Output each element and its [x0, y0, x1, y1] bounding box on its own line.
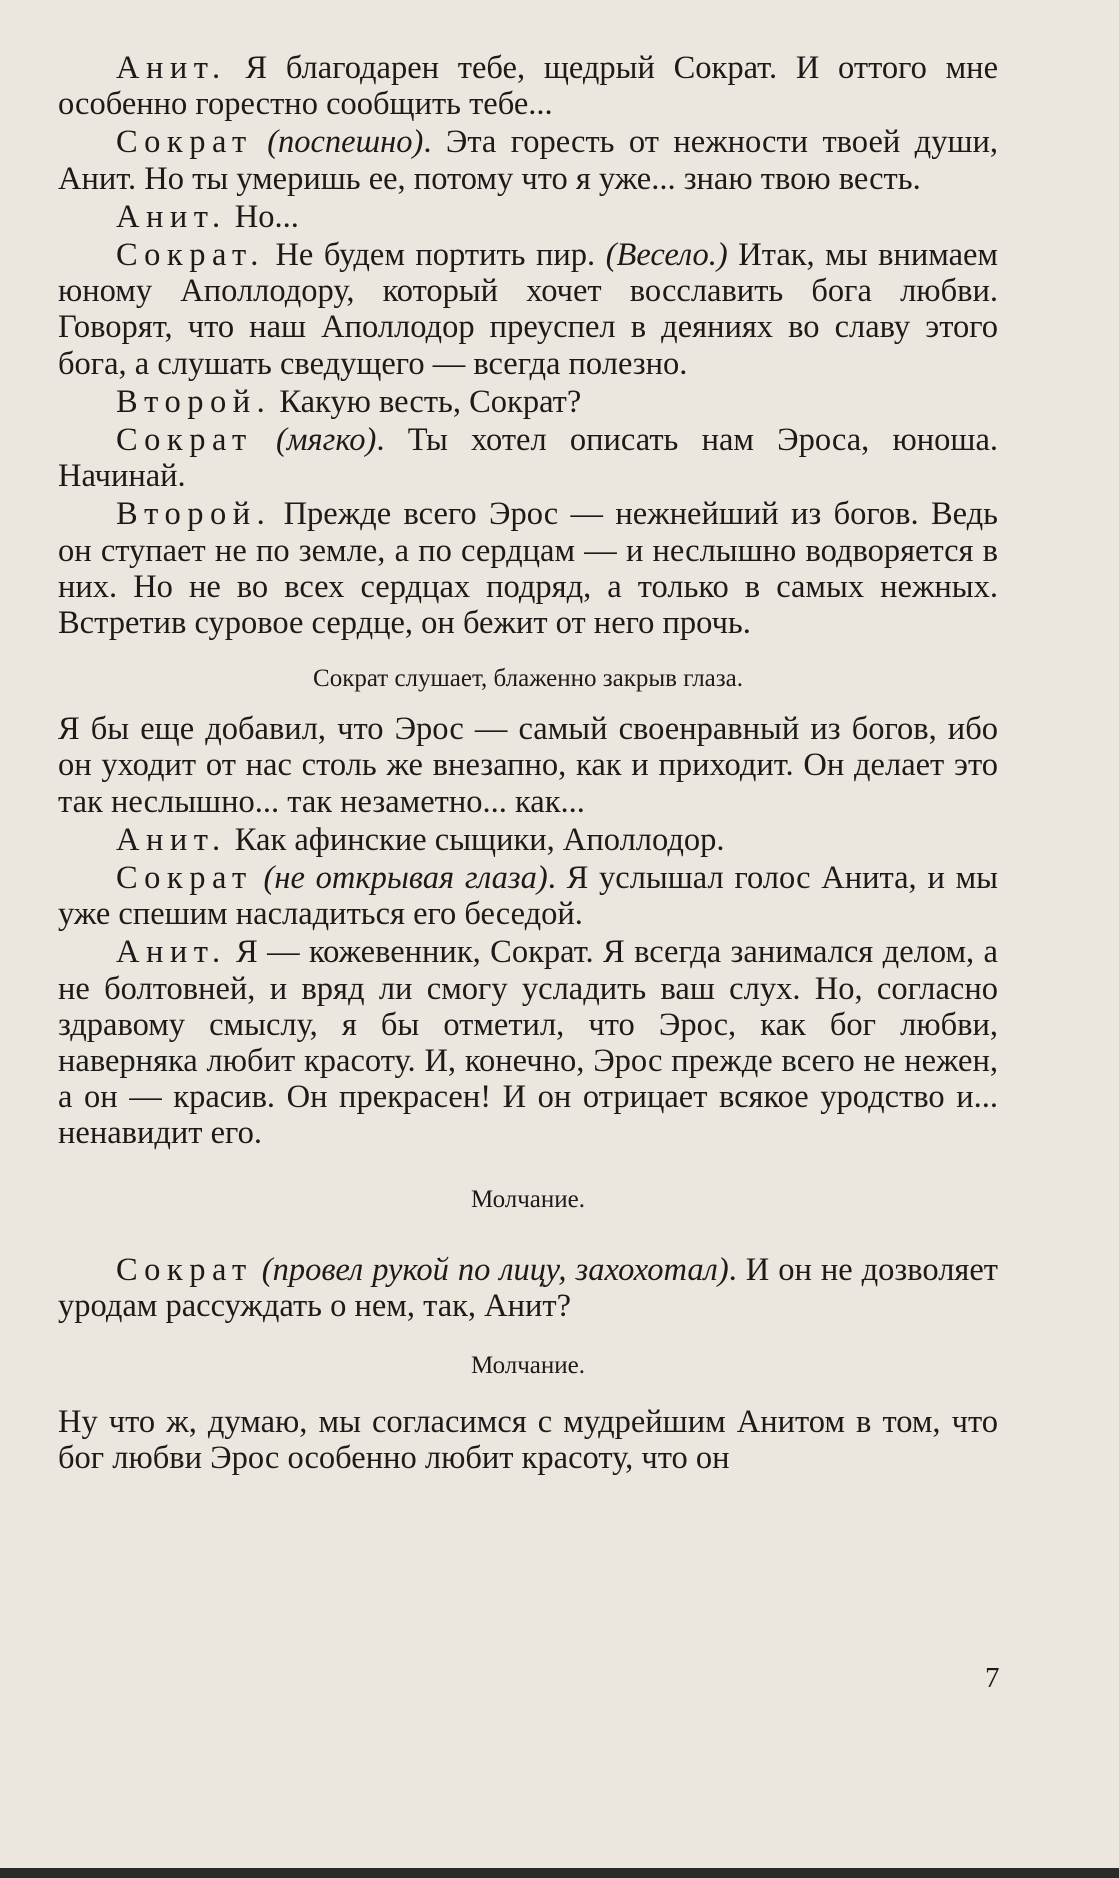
dialogue-paragraph: [58, 1404, 998, 1476]
dialogue-paragraph: [58, 1252, 998, 1324]
speech-text: Итак, мы внимаем юному Аполлодору, который хочет восславить бога любви. Говорят, что наш Аполлодор преуспел в деяниях во славу этого бога, а слушать сведущего — всегда полезно.: [58, 237, 998, 382]
speech-text: Какую весть, Сократ?: [271, 383, 582, 420]
dialogue-paragraph: [58, 822, 998, 858]
stage-note: (Весело.): [605, 237, 728, 274]
speaker-name: Сократ: [116, 1251, 253, 1288]
speech-text: Как афинские сыщики, Аполлодор.: [226, 821, 725, 858]
dialogue-paragraph: [58, 496, 998, 641]
speech-text: Но...: [226, 198, 299, 235]
speaker-name: Сократ: [116, 860, 253, 897]
page-number: 7: [985, 1662, 1000, 1694]
stage-note: (мягко): [275, 422, 377, 459]
speech-text: Ну что ж, думаю, мы согласимся с мудрейшим Анитом в том, что бог любви Эрос особенно любит красоту, что он: [58, 1404, 998, 1477]
dialogue-paragraph: [58, 422, 998, 494]
speaker-name: Сократ: [116, 422, 253, 459]
speech-text: . Эта горесть от нежности твоей души, Анит. Но ты умеришь ее, потому что я уже... знаю твою весть.: [58, 124, 999, 197]
speaker-name: Сократ.: [116, 237, 265, 274]
dialogue-paragraph: [58, 860, 998, 932]
speaker-name: Анит.: [116, 821, 227, 858]
dialogue-paragraph: [58, 934, 998, 1151]
stage-note: (не открывая глаза): [263, 860, 548, 897]
speaker-name: Второй.: [116, 383, 272, 420]
stage-direction: Сократ слушает, блаженно закрыв глаза.: [313, 665, 743, 693]
dialogue-paragraph: [58, 384, 998, 420]
dialogue-paragraph: [58, 237, 998, 382]
speech-text: Я — кожевенник, Сократ. Я всегда занимался делом, а не болтовней, и вряд ли смогу усладить ваш слух. Но, согласно здравому смыслу, я бы отметил, что Эрос, как бог любви, наверняка любит красоту. И, конечно, Эрос прежде всего не нежен, а он — красив. Он прекрасен! И он отрицает всякое уродство и... ненавидит его.: [58, 934, 998, 1152]
dialogue-paragraph: [58, 199, 998, 235]
speaker-name: Второй.: [116, 496, 272, 533]
speaker-name: Сократ: [116, 124, 253, 161]
speech-text: . Ты хотел описать нам Эроса, юноша. Начинай.: [58, 422, 999, 495]
speech-text: . И он не дозволяет уродам рассуждать о нем, так, Анит?: [58, 1251, 998, 1324]
speaker-name: Анит.: [116, 50, 227, 86]
stage-direction: Молчание.: [470, 1352, 586, 1380]
speaker-name: Анит.: [116, 934, 227, 971]
dialogue-paragraph: [58, 50, 998, 122]
speech-text: Я бы еще добавил, что Эрос — самый своенравный из богов, ибо он уходит от нас столь же внезапно, как и приходит. Он делает это так неслышно... так незаметно... как...: [58, 711, 998, 820]
stage-note: (поспешно): [267, 124, 424, 161]
dialogue-paragraph: [58, 124, 998, 196]
speech-text: . Я услышал голос Анита, и мы уже спешим насладиться его беседой.: [58, 860, 999, 933]
speech-text: Не будем портить пир.: [264, 237, 606, 274]
speech-text: Прежде всего Эрос — нежнейший из богов. Ведь он ступает не по земле, а по сердцам — и неслышно водворяется в них. Но не во всех сердцах подряд, а только в самых нежных. Встретив суровое сердце, он бежит от него прочь.: [58, 496, 998, 642]
stage-note: (провел рукой по лицу, захохотал): [261, 1251, 729, 1288]
dialogue-paragraph: [58, 711, 998, 820]
page-text: [58, 50, 998, 1479]
speaker-name: Анит.: [116, 198, 227, 235]
scan-edge: [0, 1868, 1119, 1878]
speech-text: Я благодарен тебе, щедрый Сократ. И оттого мне особенно горестно сообщить тебе...: [58, 50, 998, 123]
stage-direction: Молчание.: [470, 1185, 586, 1213]
